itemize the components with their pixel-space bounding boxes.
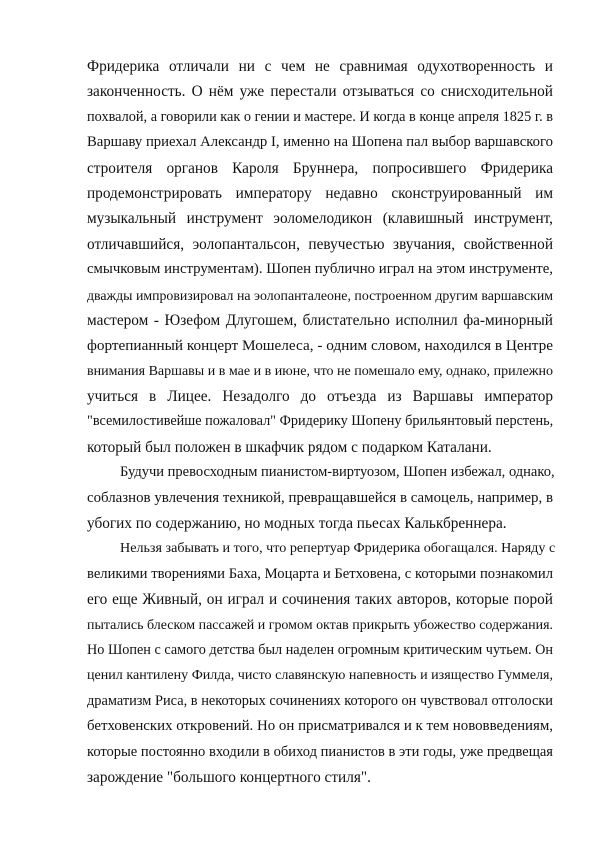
- text-line: который был положен в шкафчик рядом с подарком Каталани.: [87, 438, 492, 456]
- text-line: строителя органов Кароля Бруннера, попросившего Фридерика: [87, 159, 553, 177]
- text-line: ценил кантилену Филда, чисто славянскую напевность и изящество Гуммеля,: [87, 667, 553, 684]
- text-line: Варшаву приехал Александр I, именно на Шопена пал выбор варшавского: [87, 134, 553, 151]
- text-line: бетховенских откровений. Но он присматривался и к тем нововведениям,: [87, 718, 553, 735]
- text-line: убогих по содержанию, но модных тогда пьесах Калькбреннера.: [87, 515, 507, 533]
- text-line: дважды импровизировал на эолопанталеоне, построенном другим варшавским: [87, 287, 553, 303]
- text-line: законченность. О нём уже перестали отзываться со снисходительной: [87, 83, 553, 101]
- paragraph-1: [87, 54, 553, 460]
- text-line: продемонстрировать императору недавно сконструированный им: [87, 184, 553, 202]
- text-line: пытались блеском пассажей и громом октав прикрыть убожество содержания.: [87, 617, 553, 633]
- text-line: Фридерика отличали ни с чем не сравнимая одухотворенность и: [87, 58, 553, 75]
- text-line: Но Шопен с самого детства был наделен огромным критическим чутьем. Он: [87, 641, 553, 658]
- text-line: внимания Варшавы и в мае и в июне, что не помешало ему, однако, прилежно: [87, 362, 553, 379]
- body-text: [87, 54, 556, 790]
- text-line: которые постоянно входили в обиход пианистов в эти годы, уже предвещая: [87, 743, 553, 760]
- text-line: Будучи превосходным пианистом-виртуозом, Шопен избежал, однако,: [120, 464, 555, 481]
- text-line: великими творениями Баха, Моцарта и Бетховена, с которыми познакомил: [87, 565, 553, 582]
- paragraph-3: [87, 536, 556, 790]
- text-line: фортепианный концерт Мошелеса, - одним словом, находился в Центре: [87, 337, 553, 355]
- paragraph-2: [87, 460, 553, 536]
- text-line: учиться в Лицее. Незадолго до отъезда из Варшавы император: [87, 388, 553, 406]
- text-line: музыкальный инструмент эоломелодикон (клавишный инструмент,: [87, 210, 553, 228]
- text-line: мастером - Юзефом Длугошем, блистательно исполнил фа-минорный: [87, 311, 553, 329]
- text-line: Нельзя забывать и того, что репертуар Фридерика обогащался. Наряду с: [120, 540, 556, 557]
- text-line: "всемилостивейше пожаловал" Фридерику Шопену брильянтовый перстень,: [87, 413, 554, 430]
- text-line: его еще Живный, он играл и сочинения таких авторов, которые порой: [87, 591, 553, 609]
- text-line: отличавшийся, эолопантальсон, певучестью звучания, свойственной: [87, 235, 553, 253]
- text-line: драматизм Риса, в некоторых сочинениях которого он чувствовал отголоски: [87, 692, 553, 709]
- text-line: смычковым инструментам). Шопен публично играл на этом инструменте,: [87, 261, 553, 278]
- text-line: зарождение "большого концертного стиля".: [87, 768, 371, 786]
- text-line: соблазнов увлечения техникой, превращавшейся в самоцель, например, в: [87, 489, 553, 506]
- text-line: похвалой, а говорили как о гении и мастере. И когда в конце апреля 1825 г. в: [87, 108, 553, 125]
